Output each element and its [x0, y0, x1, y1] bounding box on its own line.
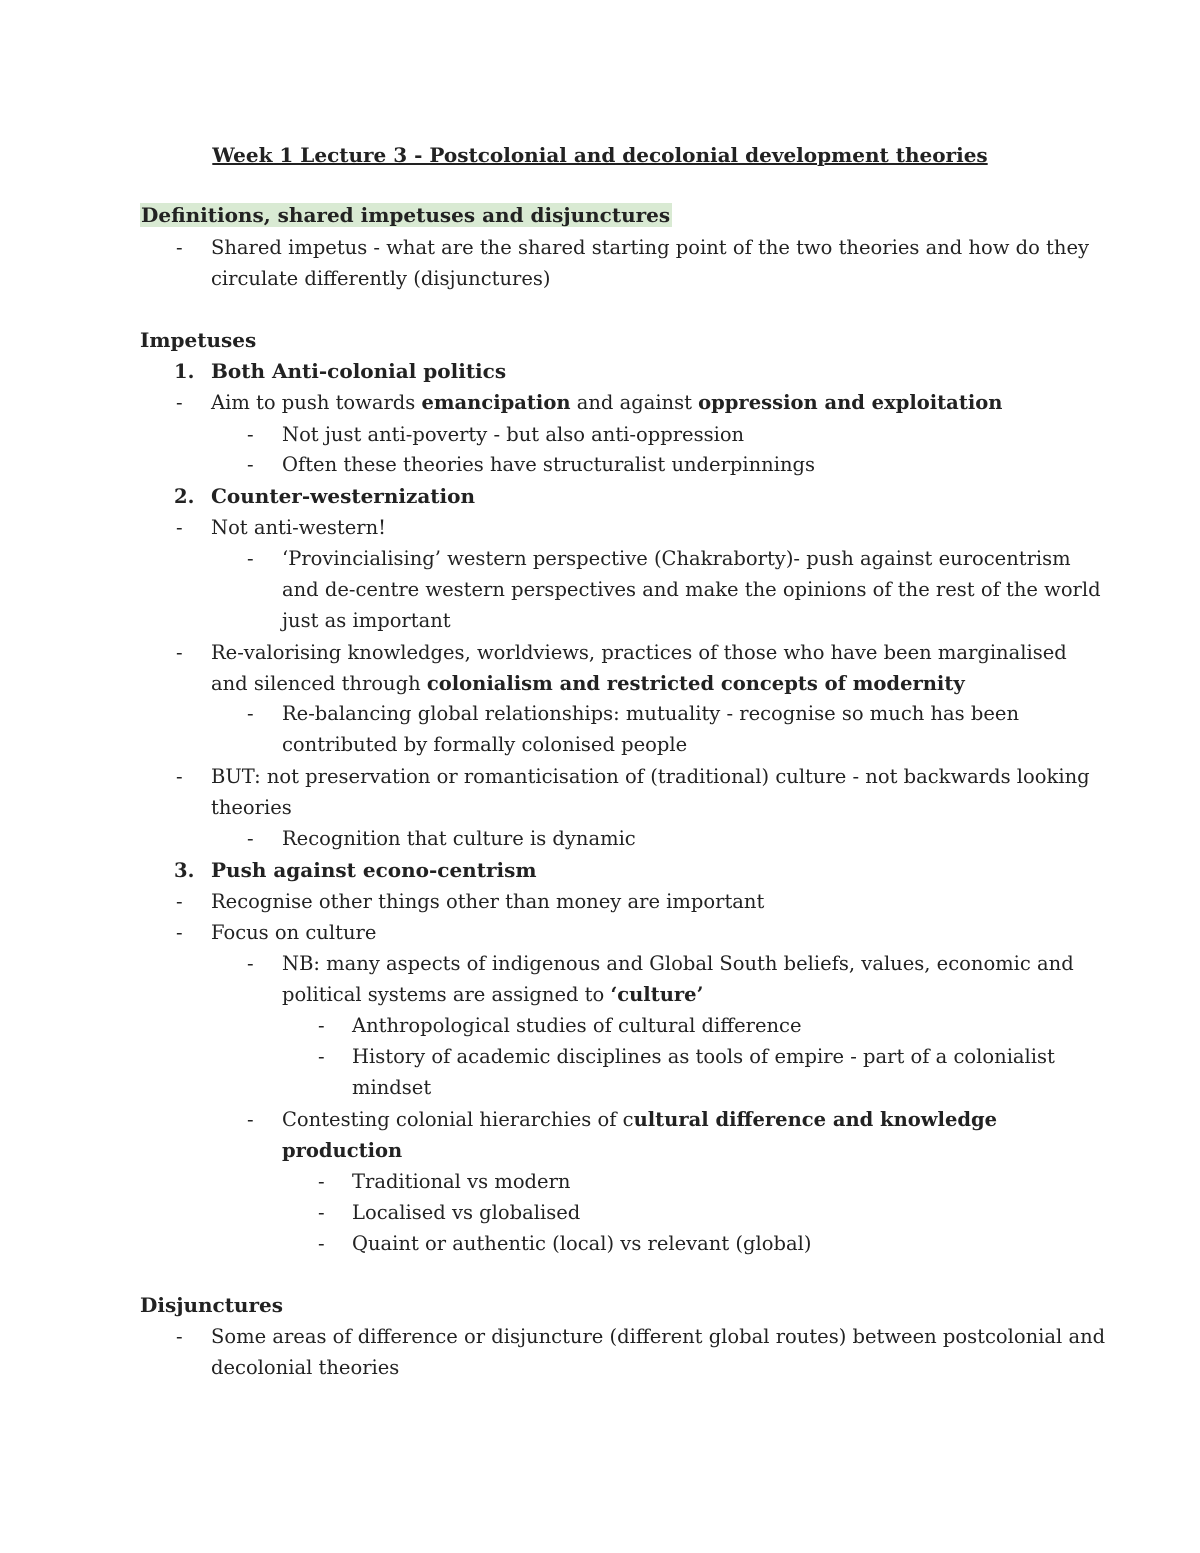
- bullet-dash: -: [247, 547, 254, 570]
- list-number: 1.: [174, 360, 195, 383]
- sub-bullet-text: ‘Provincialising’ western perspective (Chakraborty)- push against eurocentrism: [282, 547, 1071, 570]
- bullet-text: Shared impetus - what are the shared starting point of the two theories and how do they: [211, 236, 1090, 259]
- bullet-text: decolonial theories: [211, 1356, 400, 1379]
- numbered-heading: Counter-westernization: [211, 484, 476, 508]
- sub-bullet-text: NB: many aspects of indigenous and Global South beliefs, values, economic and: [282, 952, 1074, 975]
- bullet-dash: -: [176, 890, 183, 913]
- page-title: Week 1 Lecture 3 - Postcolonial and decolonial development theories: [212, 143, 988, 167]
- bullet-text: Aim to push towards emancipation and against oppression and exploitation: [211, 391, 1003, 414]
- bullet-dash: -: [247, 1108, 254, 1131]
- sub-bullet-text: just as important: [282, 609, 451, 632]
- sub-sub-bullet-text: History of academic disciplines as tools of empire - part of a colonialist: [352, 1045, 1055, 1068]
- numbered-heading: Push against econo-centrism: [211, 858, 537, 882]
- bullet-dash: -: [318, 1232, 325, 1255]
- bullet-text: BUT: not preservation or romanticisation of (traditional) culture - not backwards looking: [211, 765, 1090, 788]
- sub-bullet-text: contributed by formally colonised people: [282, 733, 688, 756]
- sub-sub-bullet-text: Traditional vs modern: [352, 1170, 571, 1193]
- bullet-text: Re-valorising knowledges, worldviews, practices of those who have been marginalised: [211, 641, 1067, 664]
- bullet-dash: -: [247, 827, 254, 850]
- bullet-dash: -: [176, 516, 183, 539]
- numbered-heading: Both Anti-colonial politics: [211, 359, 507, 383]
- bullet-text: Not anti-western!: [211, 516, 387, 539]
- sub-sub-bullet-text: Localised vs globalised: [352, 1201, 581, 1224]
- bullet-dash: -: [247, 702, 254, 725]
- bullet-dash: -: [247, 952, 254, 975]
- sub-sub-bullet-text: Quaint or authentic (local) vs relevant (global): [352, 1232, 812, 1255]
- sub-bullet-text: political systems are assigned to ‘culture’: [282, 983, 704, 1006]
- sub-bullet-text: and de-centre western perspectives and make the opinions of the rest of the world: [282, 578, 1101, 601]
- sub-bullet-text: production: [282, 1139, 403, 1162]
- sub-bullet-text: Not just anti-poverty - but also anti-oppression: [282, 423, 745, 446]
- bullet-text: Some areas of difference or disjuncture (different global routes) between postcolonial and: [211, 1325, 1106, 1348]
- bullet-dash: -: [176, 765, 183, 788]
- sub-sub-bullet-text: mindset: [352, 1076, 432, 1099]
- bullet-dash: -: [176, 641, 183, 664]
- bullet-dash: -: [318, 1201, 325, 1224]
- sub-sub-bullet-text: Anthropological studies of cultural difference: [352, 1014, 802, 1037]
- sub-bullet-text: Often these theories have structuralist underpinnings: [282, 453, 816, 476]
- list-number: 2.: [174, 485, 195, 508]
- bullet-dash: -: [176, 1325, 183, 1348]
- bullet-dash: -: [247, 423, 254, 446]
- section-heading-disjunctures: Disjunctures: [140, 1293, 283, 1317]
- sub-bullet-text: Contesting colonial hierarchies of cultural difference and knowledge: [282, 1108, 998, 1131]
- list-number: 3.: [174, 859, 195, 882]
- bullet-dash: -: [318, 1045, 325, 1068]
- bullet-text: Focus on culture: [211, 921, 377, 944]
- section-heading-impetuses: Impetuses: [140, 328, 257, 352]
- bullet-dash: -: [176, 921, 183, 944]
- bullet-dash: -: [176, 391, 183, 414]
- section-heading-definitions: Definitions, shared impetuses and disjunctures: [141, 203, 671, 227]
- bullet-text: circulate differently (disjunctures): [211, 267, 551, 290]
- bullet-dash: -: [318, 1170, 325, 1193]
- bullet-dash: -: [247, 453, 254, 476]
- bullet-dash: -: [318, 1014, 325, 1037]
- bullet-text: theories: [211, 796, 292, 819]
- sub-bullet-text: Re-balancing global relationships: mutuality - recognise so much has been: [282, 702, 1020, 725]
- bullet-text: and silenced through colonialism and restricted concepts of modernity: [211, 672, 965, 695]
- bullet-dash: -: [176, 236, 183, 259]
- bullet-text: Recognise other things other than money are important: [211, 890, 765, 913]
- sub-bullet-text: Recognition that culture is dynamic: [282, 827, 636, 850]
